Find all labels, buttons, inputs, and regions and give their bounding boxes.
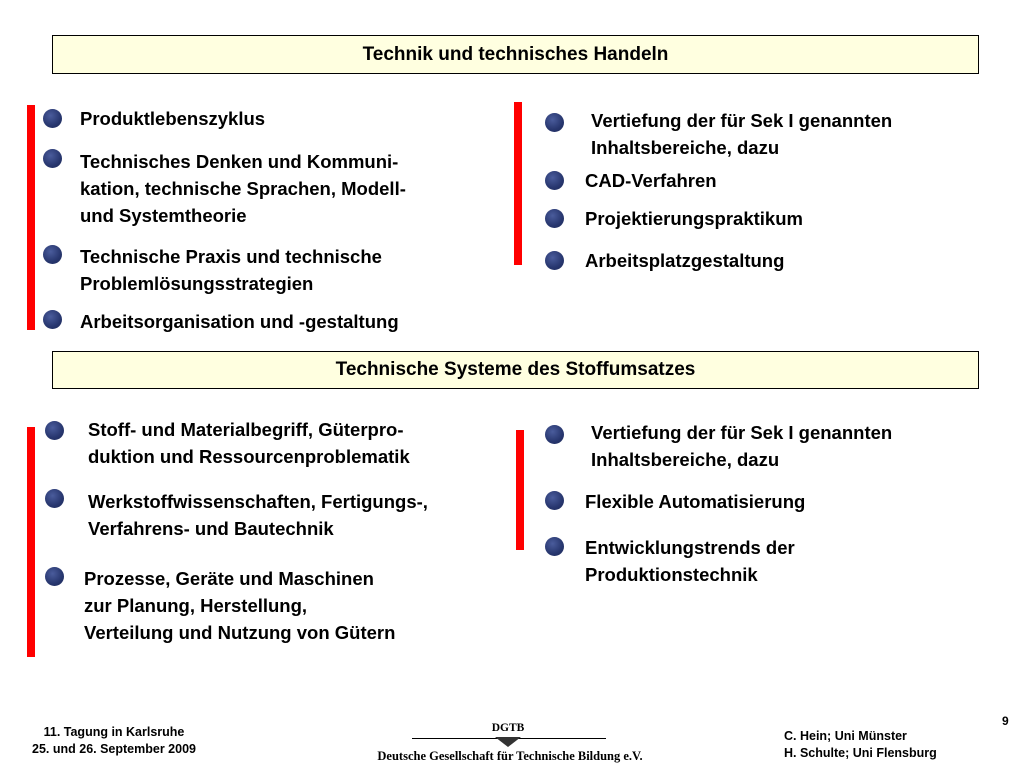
section2-title-banner [52,351,979,389]
bullet-icon [545,491,564,510]
list-item: Technische Praxis und technische Problemlösungsstrategien [80,246,382,294]
bullet-icon [45,421,64,440]
list-item: Vertiefung der für Sek I genannten Inhaltsbereiche, dazu [591,422,893,470]
list-item: Werkstoffwissenschaften, Fertigungs-, Verfahrens- und Bautechnik [88,491,428,539]
section1-title-banner [52,35,979,74]
bullet-icon [43,245,62,264]
page-number: 9 [1002,714,1009,728]
bullet-icon [545,251,564,270]
org-name: Deutsche Gesellschaft für Technische Bildung e.V. [377,749,643,763]
list-item: Arbeitsorganisation und -gestaltung [80,311,399,332]
list-item: Produktlebenszyklus [80,108,266,129]
section1-title: Technik und technisches Handeln [362,43,669,65]
bullet-icon [43,109,62,128]
red-accent-bar [516,430,524,550]
bullet-icon [545,425,564,444]
red-accent-bar [27,427,35,657]
org-logo-abbr: DGTB [491,722,525,734]
red-accent-bar [27,105,35,330]
event-info: 11. Tagung in Karlsruhe 25. und 26. September 2009 [32,725,196,756]
list-item: Prozesse, Geräte und Maschinen zur Planung, Herstellung, Verteilung und Nutzung von Gütern [84,568,396,643]
red-accent-bar [514,102,522,265]
bullet-icon [43,310,62,329]
bullet-icon [545,171,564,190]
section2-title: Technische Systeme des Stoffumsatzes [335,359,696,380]
bullet-icon [45,489,64,508]
list-item: CAD-Verfahren [585,170,717,191]
list-item: Entwicklungstrends der Produktionstechnik [585,537,795,585]
bullet-icon [545,113,564,132]
bullet-icon [45,567,64,586]
list-item: Flexible Automatisierung [585,491,806,512]
bullet-icon [545,209,564,228]
list-item: Projektierungspraktikum [585,208,803,229]
list-item: Vertiefung der für Sek I genannten Inhaltsbereiche, dazu [591,110,893,158]
author-info: C. Hein; Uni Münster H. Schulte; Uni Flensburg [784,729,937,760]
list-item: Technisches Denken und Kommuni- kation, technische Sprachen, Modell- und Systemtheorie [80,151,406,226]
bullet-icon [545,537,564,556]
logo-triangle-icon [495,737,521,747]
bullet-icon [43,149,62,168]
list-item: Arbeitsplatzgestaltung [585,250,785,271]
list-item: Stoff- und Materialbegriff, Güterpro- duktion und Ressourcenproblematik [88,419,410,467]
